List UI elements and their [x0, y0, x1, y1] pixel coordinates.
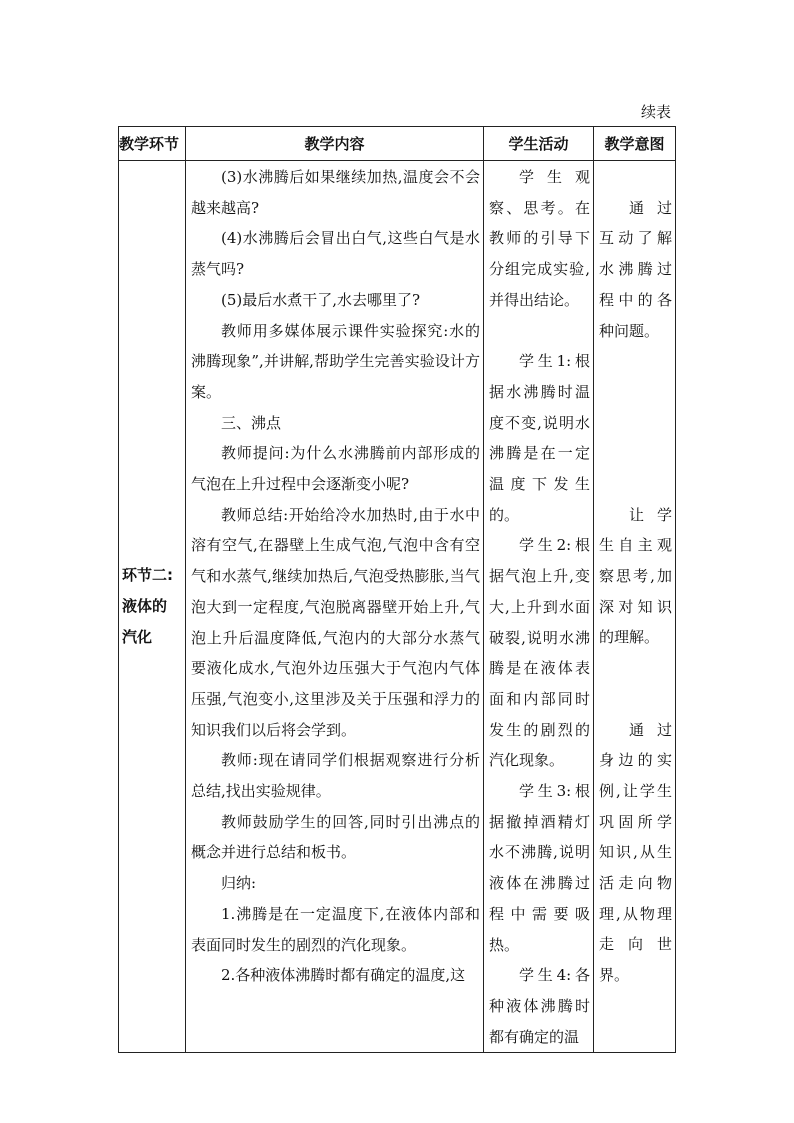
section-cell	[119, 161, 186, 1053]
header-teaching-stage: 教学环节	[119, 127, 186, 161]
intent-paragraph: 通过互动了解水沸腾过程中的各种问题。	[599, 198, 672, 340]
content-paragraph: (5)最后水煮干了,水去哪里了?	[221, 290, 421, 309]
continued-label: 续表	[641, 103, 672, 121]
body-row	[119, 161, 676, 1053]
content-heading: 三、沸点	[221, 413, 282, 432]
student-paragraph: 学生2:根据气泡上升,变大,上升到水面破裂,说明水沸腾是在液体表面和内部同时发生的剧烈的汽化现象。	[489, 536, 590, 770]
content-paragraph: 2.各种液体沸腾时都有确定的温度,这	[221, 966, 466, 985]
content-paragraph: 教师总结:开始给冷水加热时,由于水中溶有空气,在器壁上生成气泡,气泡中含有空气和水蒸气,继续加热后,气泡受热膨胀,当气泡大到一定程度,气泡脱离器壁开始上升,气泡上升后温度降低,气泡内的大部分水蒸气要液化成水,气泡外边压强大于气泡内气体压强,气泡变小,这里涉及关于压强和浮力的知识我们以后将会学到。	[191, 505, 480, 739]
content-paragraph: 教师用多媒体展示课件实验探究:水的沸腾现象”,并讲解,帮助学生完善实验设计方案。	[191, 321, 480, 401]
header-teaching-intent: 教学意图	[594, 127, 676, 161]
content-paragraph: 教师提问:为什么水沸腾前内部形成的气泡在上升过程中会逐渐变小呢?	[191, 444, 480, 494]
student-activity-cell	[484, 161, 594, 1053]
content-paragraph: (3)水沸腾后如果继续加热,温度会不会越来越高?	[191, 168, 480, 217]
section-line: 汽化	[122, 628, 153, 647]
header-row	[119, 127, 676, 161]
intent-paragraph: 让学生自主观察思考,加深对知识的理解。	[599, 505, 672, 647]
lesson-table	[118, 126, 676, 1053]
content-paragraph: 1.沸腾是在一定温度下,在液体内部和表面同时发生的剧烈的汽化现象。	[191, 904, 480, 954]
student-paragraph: 学生3:根据撤掉酒精灯水不沸腾,说明液体在沸腾过程中需要吸热。	[489, 782, 590, 954]
section-line: 环节二:	[122, 566, 173, 585]
content-cell	[186, 161, 484, 1053]
header-teaching-content: 教学内容	[186, 127, 484, 161]
content-paragraph: 教师鼓励学生的回答,同时引出沸点的概念并进行总结和板书。	[191, 812, 480, 862]
teaching-intent-cell	[594, 161, 676, 1053]
student-paragraph: 学生观察、思考。在教师的引导下分组完成实验,并得出结论。	[489, 168, 590, 309]
student-paragraph: 学生4:各种液体沸腾时都有确定的温	[489, 966, 590, 1046]
intent-paragraph: 通过身边的实例,让学生巩固所学知识,从生活走向物理,从物理走向世界。	[599, 720, 672, 985]
content-paragraph: 教师:现在请同学们根据观察进行分析总结,找出实验规律。	[191, 751, 480, 801]
header-student-activity: 学生活动	[484, 127, 594, 161]
content-paragraph: (4)水沸腾后会冒出白气,这些白气是水蒸气吗?	[191, 229, 480, 279]
section-line: 液体的	[122, 597, 168, 616]
content-paragraph: 归纳:	[221, 874, 257, 893]
student-paragraph: 学生1:根据水沸腾时温度不变,说明水沸腾是在一定温度下发生的。	[489, 352, 590, 524]
